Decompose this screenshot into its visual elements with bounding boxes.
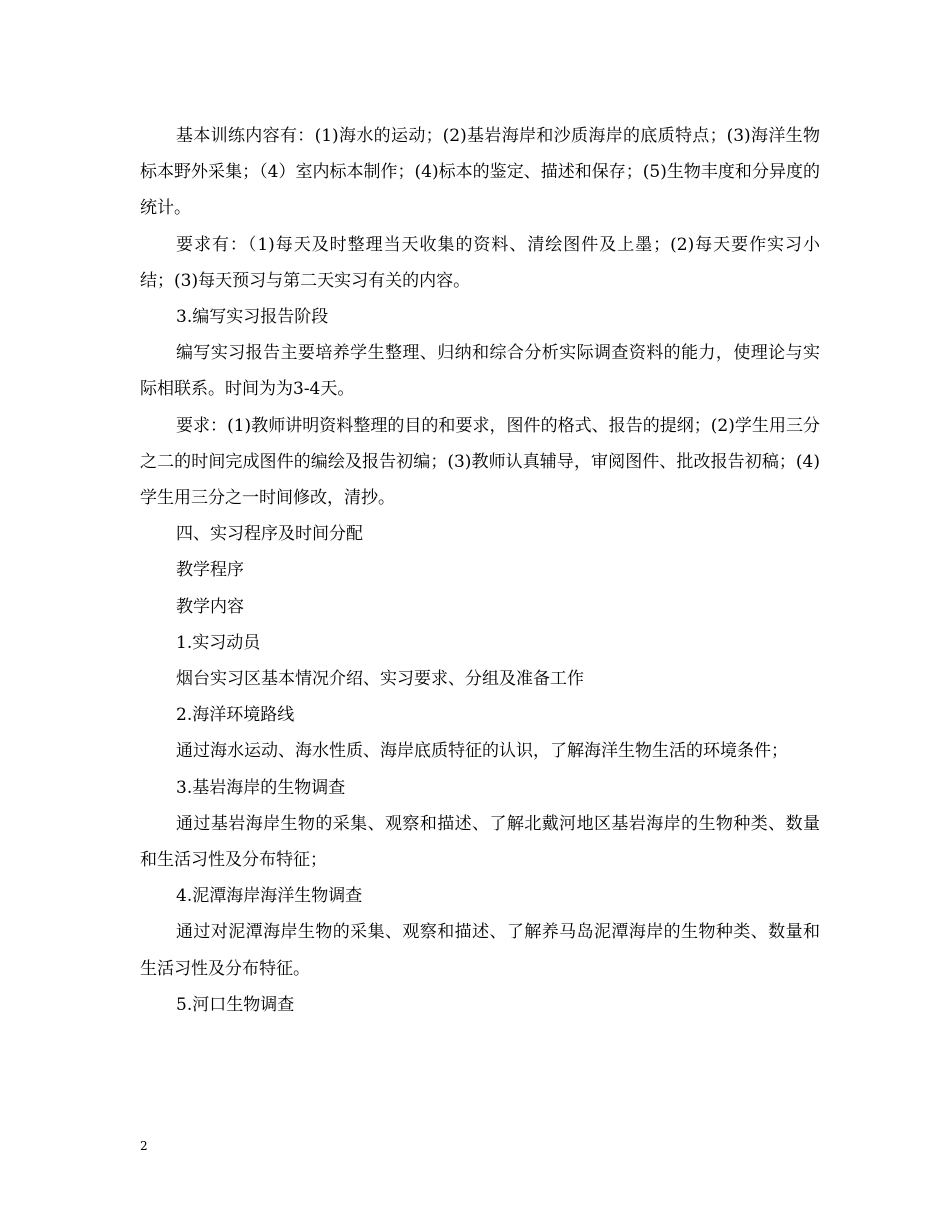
item-mobilization: 1.实习动员: [176, 632, 261, 653]
item-estuary-survey: 5.河口生物调查: [176, 994, 295, 1015]
item-ocean-route: 2.海洋环境路线: [176, 705, 295, 726]
item-bedrock-survey-detail: 通过基岩海岸生物的采集、观察和描述、了解北戴河地区基岩海岸的生物种类、数量和生活习性及分布特征；: [140, 813, 820, 871]
paragraph-report-requirements: 要求：(1)教师讲明资料整理的目的和要求，图件的格式、报告的提纲；(2)学生用三分之二的时间完成图件的编绘及报告初编；(3)教师认真辅导，审阅图件、批改报告初稿；(4)学生用三分之一时间修改，清抄。: [140, 415, 820, 509]
page-number: 2: [140, 1139, 148, 1153]
heading-report-stage: 3.编写实习报告阶段: [176, 307, 329, 328]
item-bedrock-survey: 3.基岩海岸的生物调查: [176, 777, 346, 798]
item-mudflat-survey-detail: 通过对泥潭海岸生物的采集、观察和描述、了解养马岛泥潭海岸的生物种类、数量和生活习性及分布特征。: [140, 922, 820, 979]
label-teaching-content: 教学内容: [176, 596, 244, 617]
heading-section-four: 四、实习程序及时间分配: [176, 524, 363, 545]
item-mudflat-survey: 4.泥潭海岸海洋生物调查: [176, 886, 363, 907]
paragraph-training-content: 基本训练内容有：(1)海水的运动；(2)基岩海岸和沙质海岸的底质特点；(3)海洋生物标本野外采集；（4）室内标本制作；(4)标本的鉴定、描述和保存；(5)生物丰度和分异度的统计。: [140, 126, 820, 219]
label-teaching-procedure: 教学程序: [176, 560, 244, 581]
paragraph-report-writing: 编写实习报告主要培养学生整理、归纳和综合分析实际调查资料的能力，使理论与实际相联系。时间为为3-4天。: [140, 343, 820, 400]
item-ocean-route-detail: 通过海水运动、海水性质、海岸底质特征的认识，了解海洋生物生活的环境条件；: [176, 741, 788, 762]
item-mobilization-detail: 烟台实习区基本情况介绍、实习要求、分组及准备工作: [176, 669, 584, 690]
document-body: [140, 118, 820, 1023]
paragraph-requirements: 要求有：（1)每天及时整理当天收集的资料、清绘图件及上墨；(2)每天要作实习小结；(3)每天预习与第二天实习有关的内容。: [140, 234, 820, 291]
